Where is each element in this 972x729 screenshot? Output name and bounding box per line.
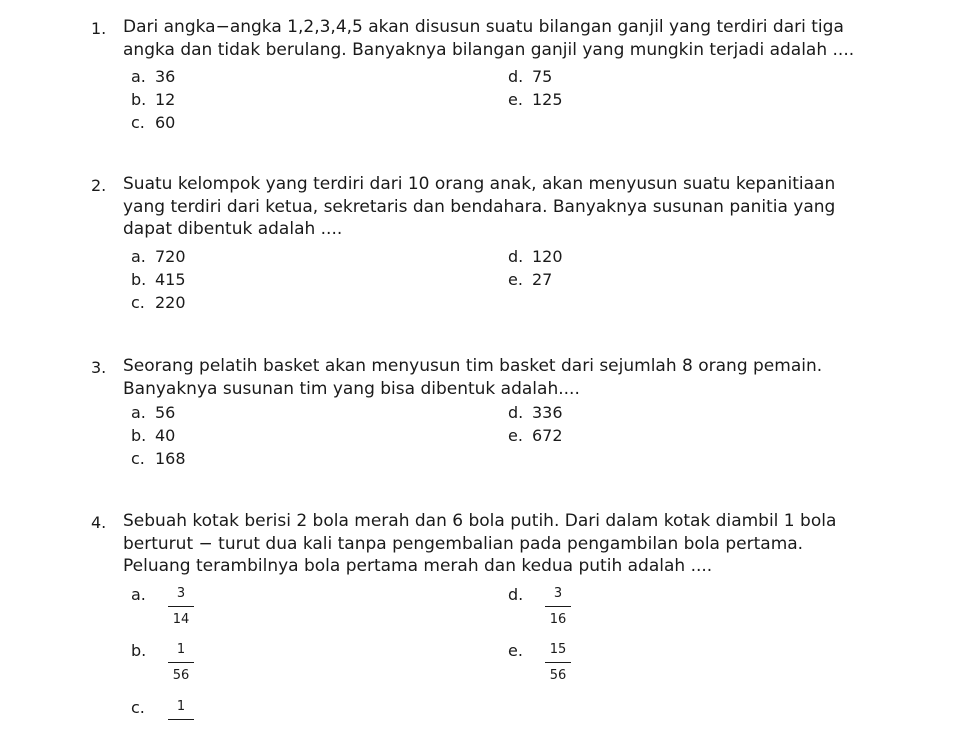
option-a-fraction[interactable] bbox=[168, 587, 194, 627]
option-letter: e. bbox=[508, 426, 523, 445]
fraction-bar bbox=[545, 662, 571, 663]
option-a[interactable] bbox=[131, 246, 186, 268]
option-c-letter[interactable]: c. bbox=[131, 698, 145, 717]
option-value: 672 bbox=[532, 426, 563, 445]
option-c[interactable] bbox=[131, 112, 175, 134]
question-stem bbox=[123, 173, 835, 241]
stem-line: berturut − turut dua kali tanpa pengembalian pada pengambilan bola pertama. bbox=[123, 533, 804, 554]
question-stem bbox=[123, 355, 822, 400]
option-letter: b. bbox=[131, 270, 147, 289]
option-e[interactable] bbox=[508, 269, 552, 291]
option-a[interactable] bbox=[131, 402, 175, 424]
option-letter: e. bbox=[508, 270, 523, 289]
option-letter: d. bbox=[508, 67, 524, 86]
fraction-denominator: 16 bbox=[549, 612, 567, 627]
option-value: 12 bbox=[155, 90, 176, 109]
option-e[interactable] bbox=[508, 89, 563, 111]
option-d[interactable] bbox=[508, 402, 563, 424]
option-letter: b. bbox=[131, 90, 147, 109]
option-value: 220 bbox=[155, 293, 186, 312]
option-e-letter[interactable]: e. bbox=[508, 641, 523, 660]
option-letter: d. bbox=[508, 403, 524, 422]
stem-line: dapat dibentuk adalah .... bbox=[123, 219, 343, 239]
option-b-fraction[interactable] bbox=[168, 643, 194, 683]
option-letter: a. bbox=[131, 67, 146, 86]
option-e[interactable] bbox=[508, 425, 563, 447]
fraction-numerator: 1 bbox=[176, 642, 186, 657]
question-number: 1. bbox=[91, 19, 107, 38]
option-letter: d. bbox=[508, 247, 524, 266]
fraction-denominator: 14 bbox=[172, 612, 190, 627]
option-letter: c. bbox=[131, 449, 145, 468]
question-stem bbox=[123, 510, 836, 578]
option-d[interactable] bbox=[508, 66, 552, 88]
option-letter: b. bbox=[131, 426, 147, 445]
option-letter: a. bbox=[131, 247, 146, 266]
option-value: 720 bbox=[155, 247, 186, 266]
fraction-bar bbox=[168, 662, 194, 663]
option-b[interactable] bbox=[131, 89, 175, 111]
stem-line: Dari angka−angka 1,2,3,4,5 akan disusun suatu bilangan ganjil yang terdiri dari tiga bbox=[123, 17, 844, 37]
option-value: 415 bbox=[155, 270, 186, 289]
option-letter: c. bbox=[131, 113, 145, 132]
option-b[interactable] bbox=[131, 425, 175, 447]
option-value: 336 bbox=[532, 403, 563, 422]
fraction-numerator: 15 bbox=[549, 642, 567, 657]
stem-line: Banyaknya susunan tim yang bisa dibentuk adalah.... bbox=[123, 378, 580, 399]
option-c-fraction[interactable] bbox=[168, 700, 194, 726]
question-stem bbox=[123, 16, 854, 61]
stem-line: Suatu kelompok yang terdiri dari 10 orang anak, akan menyusun suatu kepanitiaan bbox=[123, 174, 836, 194]
option-c[interactable] bbox=[131, 292, 186, 314]
option-value: 75 bbox=[532, 67, 553, 86]
option-value: 60 bbox=[155, 113, 176, 132]
option-a-letter[interactable]: a. bbox=[131, 585, 146, 604]
stem-line: Sebuah kotak berisi 2 bola merah dan 6 bola putih. Dari dalam kotak diambil 1 bola bbox=[123, 511, 837, 531]
option-value: 40 bbox=[155, 426, 176, 445]
option-e-fraction[interactable] bbox=[545, 643, 571, 683]
option-b[interactable] bbox=[131, 269, 186, 291]
option-b-letter[interactable]: b. bbox=[131, 641, 147, 660]
option-d-fraction[interactable] bbox=[545, 587, 571, 627]
fraction-denominator: 56 bbox=[549, 668, 567, 683]
option-value: 125 bbox=[532, 90, 563, 109]
fraction-bar bbox=[168, 719, 194, 720]
fraction-bar bbox=[545, 606, 571, 607]
option-d-letter[interactable]: d. bbox=[508, 585, 524, 604]
option-value: 120 bbox=[532, 247, 563, 266]
option-letter: a. bbox=[131, 403, 146, 422]
stem-line: angka dan tidak berulang. Banyaknya bilangan ganjil yang mungkin terjadi adalah .... bbox=[123, 39, 855, 60]
stem-line: Seorang pelatih basket akan menyusun tim basket dari sejumlah 8 orang pemain. bbox=[123, 356, 823, 376]
option-value: 27 bbox=[532, 270, 553, 289]
option-c[interactable] bbox=[131, 448, 186, 470]
option-a[interactable] bbox=[131, 66, 175, 88]
fraction-numerator: 1 bbox=[176, 699, 186, 714]
question-number: 3. bbox=[91, 358, 107, 377]
option-value: 36 bbox=[155, 67, 176, 86]
option-value: 168 bbox=[155, 449, 186, 468]
fraction-numerator: 3 bbox=[553, 586, 563, 601]
stem-line: Peluang terambilnya bola pertama merah dan kedua putih adalah .... bbox=[123, 556, 713, 576]
fraction-bar bbox=[168, 606, 194, 607]
option-letter: e. bbox=[508, 90, 523, 109]
option-value: 56 bbox=[155, 403, 176, 422]
question-number: 2. bbox=[91, 176, 107, 195]
option-letter: c. bbox=[131, 293, 145, 312]
question-number: 4. bbox=[91, 513, 107, 532]
option-d[interactable] bbox=[508, 246, 563, 268]
fraction-numerator: 3 bbox=[176, 586, 186, 601]
fraction-denominator: 56 bbox=[172, 668, 190, 683]
stem-line: yang terdiri dari ketua, sekretaris dan bendahara. Banyaknya susunan panitia yang bbox=[123, 196, 836, 217]
